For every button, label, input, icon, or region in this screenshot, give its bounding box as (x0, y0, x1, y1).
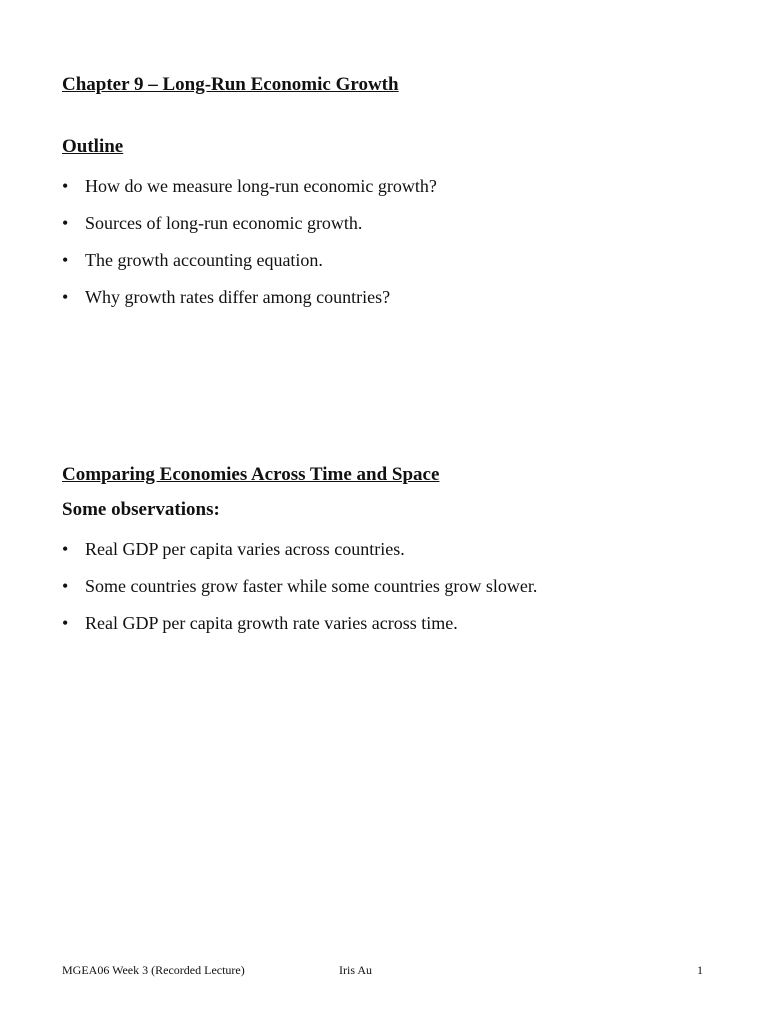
list-item-text: Real GDP per capita growth rate varies across time. (85, 613, 458, 633)
bullet-icon: • (62, 287, 69, 307)
comparing-heading: Comparing Economies Across Time and Space (62, 464, 440, 485)
bullet-icon: • (62, 213, 69, 233)
list-item-text: Sources of long-run economic growth. (85, 213, 363, 233)
footer-page-number: 1 (697, 963, 703, 977)
footer-course: MGEA06 Week 3 (Recorded Lecture) (62, 963, 245, 977)
bullet-icon: • (62, 576, 69, 596)
list-item-text: Why growth rates differ among countries? (85, 287, 391, 307)
chapter-title: Chapter 9 – Long-Run Economic Growth (62, 74, 399, 95)
list-item-text: The growth accounting equation. (85, 250, 323, 270)
footer-author: Iris Au (339, 963, 372, 977)
bullet-icon: • (62, 613, 69, 633)
list-item-text: How do we measure long-run economic growth? (85, 176, 437, 196)
outline-heading: Outline (62, 136, 124, 157)
bullet-icon: • (62, 176, 69, 196)
observations-subheading: Some observations: (62, 499, 220, 520)
bullet-icon: • (62, 539, 69, 559)
bullet-icon: • (62, 250, 69, 270)
list-item-text: Real GDP per capita varies across countries. (85, 539, 405, 559)
list-item-text: Some countries grow faster while some countries grow slower. (85, 576, 538, 596)
